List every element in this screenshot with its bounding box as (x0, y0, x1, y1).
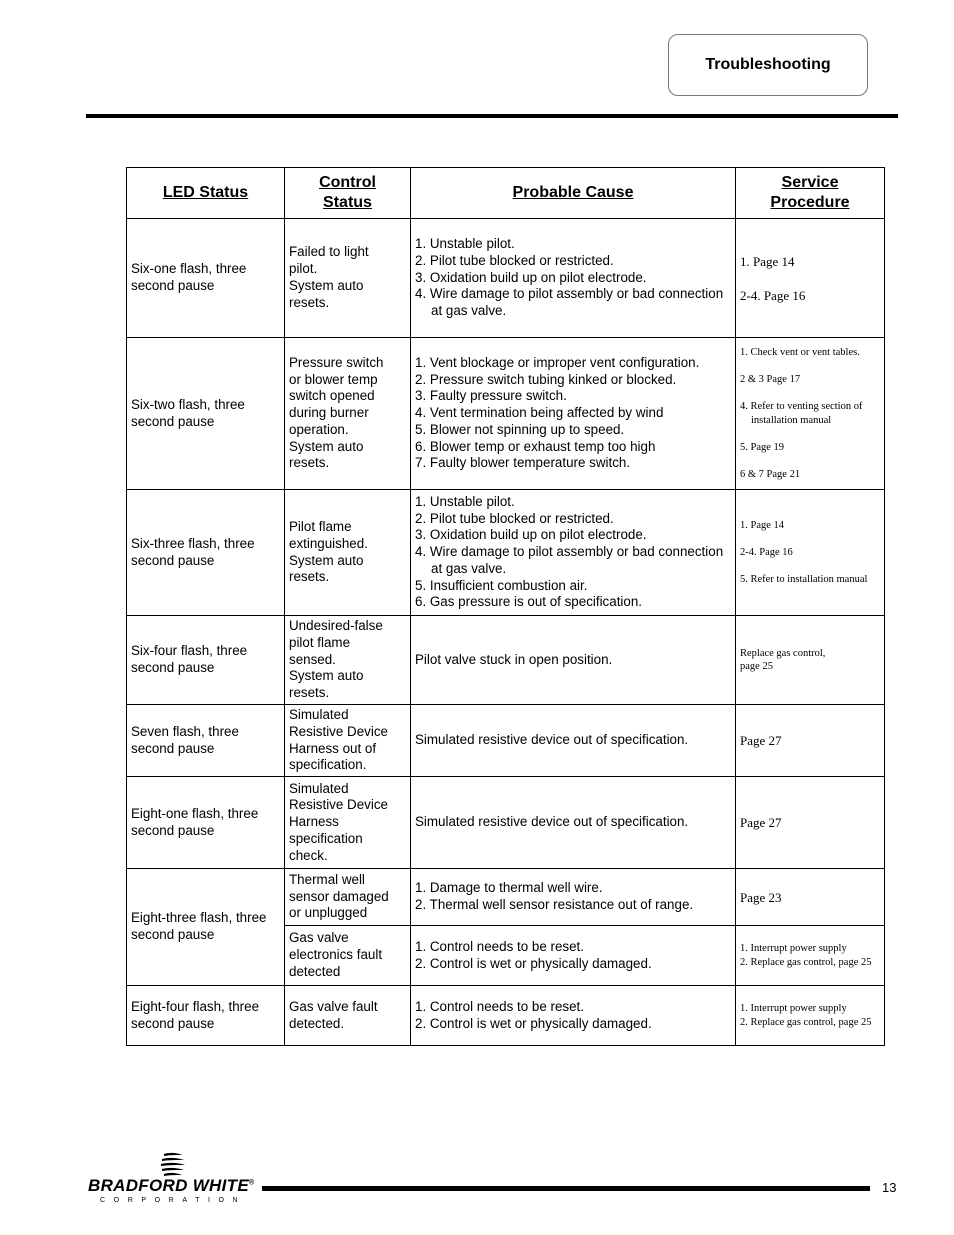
probable-cause-cell: 1. Control needs to be reset. 2. Control is wet or physically damaged. (411, 986, 736, 1046)
logo-flame-icon (158, 1152, 188, 1178)
section-tab (668, 34, 868, 96)
header-rule (86, 114, 898, 118)
control-status-cell: Undesired-false pilot flame sensed. System auto resets. (285, 616, 411, 705)
service-procedure-cell: Page 27 (736, 777, 885, 869)
bradford-white-logo (88, 1152, 260, 1206)
service-procedure-cell: 1. Interrupt power supply 2. Replace gas control, page 25 (736, 926, 885, 986)
page-number: 13 (882, 1180, 897, 1195)
led-status-cell: Eight-four flash, three second pause (127, 986, 285, 1046)
table-row (127, 869, 885, 926)
service-procedure-cell: 1. Page 14 2-4. Page 16 5. Refer to installation manual (736, 490, 885, 616)
control-status-cell: Gas valve fault detected. (285, 986, 411, 1046)
table-row (127, 986, 885, 1046)
control-status-cell: Thermal well sensor damaged or unplugged (285, 869, 411, 926)
table-row (127, 777, 885, 869)
service-procedure-cell: Page 23 (736, 869, 885, 926)
header-service-procedure: Service Procedure (736, 168, 885, 219)
probable-cause-cell: Simulated resistive device out of specification. (411, 705, 736, 777)
header-probable-cause: Probable Cause (411, 168, 736, 219)
header-control-status: Control Status (285, 168, 411, 219)
control-status-cell: Gas valve electronics fault detected (285, 926, 411, 986)
section-tab-label: Troubleshooting (705, 56, 831, 73)
service-procedure-cell: Replace gas control, page 25 (736, 616, 885, 705)
led-status-cell: Eight-one flash, three second pause (127, 777, 285, 869)
logo-subtitle: CORPORATION (100, 1197, 247, 1204)
probable-cause-cell: Pilot valve stuck in open position. (411, 616, 736, 705)
probable-cause-cell: 1. Damage to thermal well wire. 2. Thermal well sensor resistance out of range. (411, 869, 736, 926)
table-row (127, 338, 885, 490)
control-status-cell: Pressure switch or blower temp switch opened during burner operation. System auto resets. (285, 338, 411, 490)
service-procedure-cell: Page 27 (736, 705, 885, 777)
led-status-cell: Six-one flash, three second pause (127, 219, 285, 338)
control-status-cell: Pilot flame extinguished. System auto resets. (285, 490, 411, 616)
led-status-cell: Six-three flash, three second pause (127, 490, 285, 616)
table-row (127, 705, 885, 777)
led-status-cell: Six-two flash, three second pause (127, 338, 285, 490)
led-status-cell: Six-four flash, three second pause (127, 616, 285, 705)
table-row (127, 616, 885, 705)
probable-cause-cell: 1. Vent blockage or improper vent configuration. 2. Pressure switch tubing kinked or blocked. 3. Faulty pressure switch. 4. Vent termination being affected by wind 5. Blower not spinning up to speed. 6. Blower temp or exhaust temp too high 7. Faulty blower temperature switch. (411, 338, 736, 490)
table-row (127, 490, 885, 616)
service-procedure-cell: 1. Check vent or vent tables. 2 & 3 Page 17 4. Refer to venting section of installation manual 5. Page 19 6 & 7 Page 21 (736, 338, 885, 490)
led-status-cell: Seven flash, three second pause (127, 705, 285, 777)
led-status-cell: Eight-three flash, three second pause (127, 869, 285, 986)
logo-wordmark: BRADFORD WHITE® (88, 1176, 255, 1195)
control-status-cell: Simulated Resistive Device Harness out of specification. (285, 705, 411, 777)
service-procedure-cell: 1. Page 14 2-4. Page 16 (736, 219, 885, 338)
probable-cause-cell: 1. Unstable pilot. 2. Pilot tube blocked or restricted. 3. Oxidation build up on pilot electrode. 4. Wire damage to pilot assembly or bad connection at gas valve. (411, 219, 736, 338)
probable-cause-cell: 1. Unstable pilot. 2. Pilot tube blocked or restricted. 3. Oxidation build up on pilot electrode. 4. Wire damage to pilot assembly or bad connection at gas valve. 5. Insufficient combustion air. 6. Gas pressure is out of specification. (411, 490, 736, 616)
probable-cause-cell: 1. Control needs to be reset. 2. Control is wet or physically damaged. (411, 926, 736, 986)
troubleshooting-table (126, 167, 885, 1046)
service-procedure-cell: 1. Interrupt power supply 2. Replace gas control, page 25 (736, 986, 885, 1046)
table-row (127, 219, 885, 338)
header-led-status: LED Status (127, 168, 285, 219)
footer-rule (262, 1186, 870, 1191)
probable-cause-cell: Simulated resistive device out of specification. (411, 777, 736, 869)
control-status-cell: Failed to light pilot. System auto resets. (285, 219, 411, 338)
control-status-cell: Simulated Resistive Device Harness specification check. (285, 777, 411, 869)
